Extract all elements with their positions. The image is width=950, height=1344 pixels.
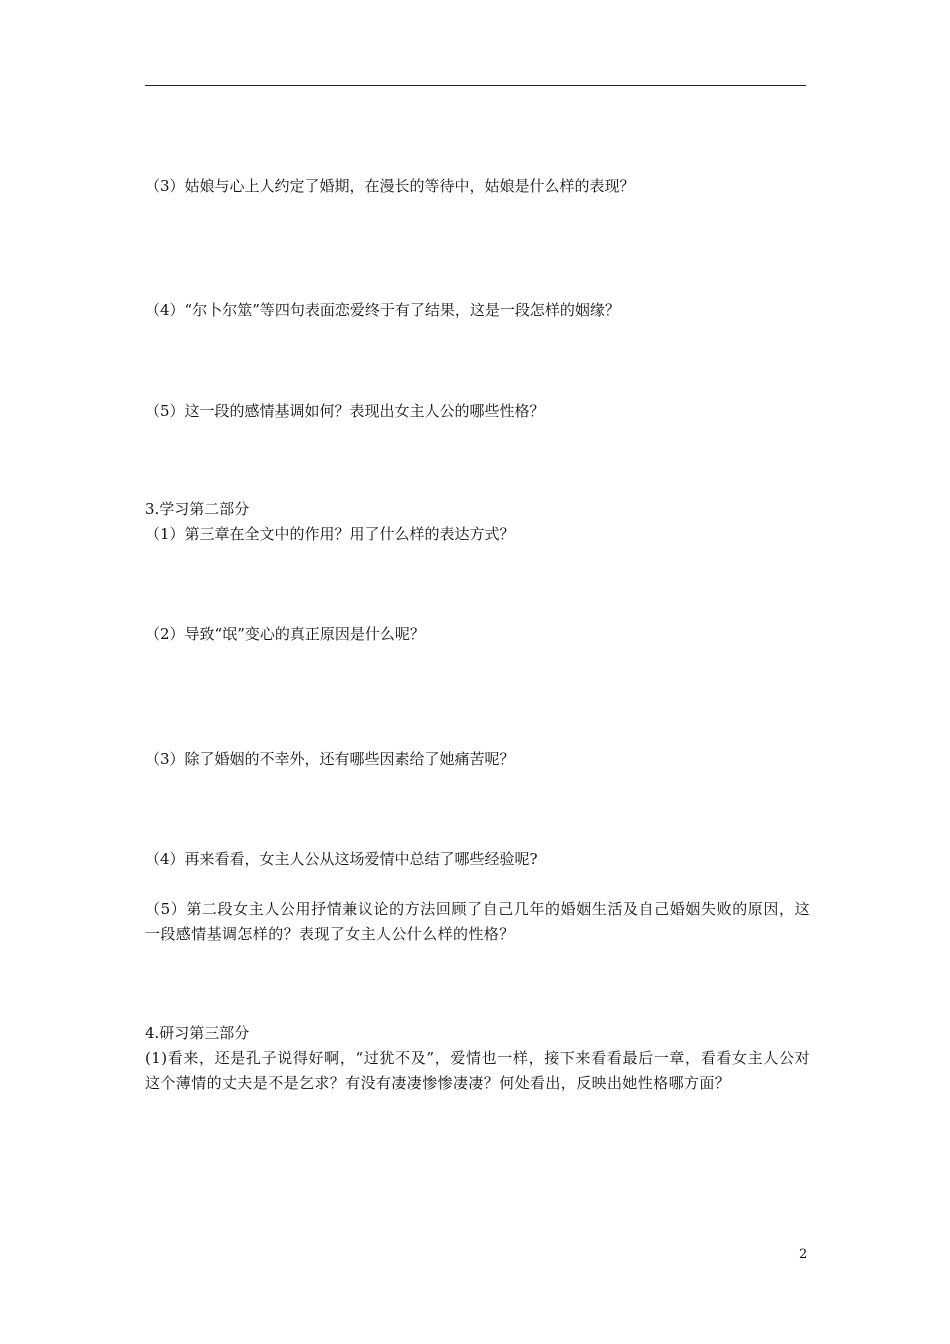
question-part2-2: （2）导致“氓”变心的真正原因是什么呢？ — [145, 625, 425, 643]
section-heading-part2: 3.学习第二部分 — [145, 500, 250, 518]
question-part2-4: （4）再来看看，女主人公从这场爱情中总结了哪些经验呢? — [145, 850, 538, 868]
header-rule — [145, 85, 806, 86]
question-part2-1: （1）第三章在全文中的作用？用了什么样的表达方式？ — [145, 525, 515, 543]
question-part1-3: （3）姑娘与心上人约定了婚期，在漫长的等待中，姑娘是什么样的表现？ — [145, 177, 635, 195]
question-part1-4: （4）“尔卜尔筮”等四句表面恋爱终于有了结果，这是一段怎样的姻缘？ — [145, 301, 620, 319]
question-part2-3: （3）除了婚姻的不幸外，还有哪些因素给了她痛苦呢？ — [145, 750, 515, 768]
question-part2-5: （5）第二段女主人公用抒情兼议论的方法回顾了自己几年的婚姻生活及自己婚姻失败的原因，这一段感情基调怎样的？表现了女主人公什么样的性格？ — [145, 900, 810, 943]
question-part3-1: (1)看来，还是孔子说得好啊，“过犹不及”，爱情也一样，接下来看看最后一章，看看女主人公对这个薄情的丈夫是不是乞求？有没有凄凄惨惨凄凄？何处看出，反映出她性格哪方面？ — [145, 1049, 810, 1092]
section-heading-part3: 4.研习第三部分 — [145, 1024, 250, 1042]
page-number: 2 — [799, 1247, 808, 1262]
question-part1-5: （5）这一段的感情基调如何？表现出女主人公的哪些性格？ — [145, 402, 545, 420]
